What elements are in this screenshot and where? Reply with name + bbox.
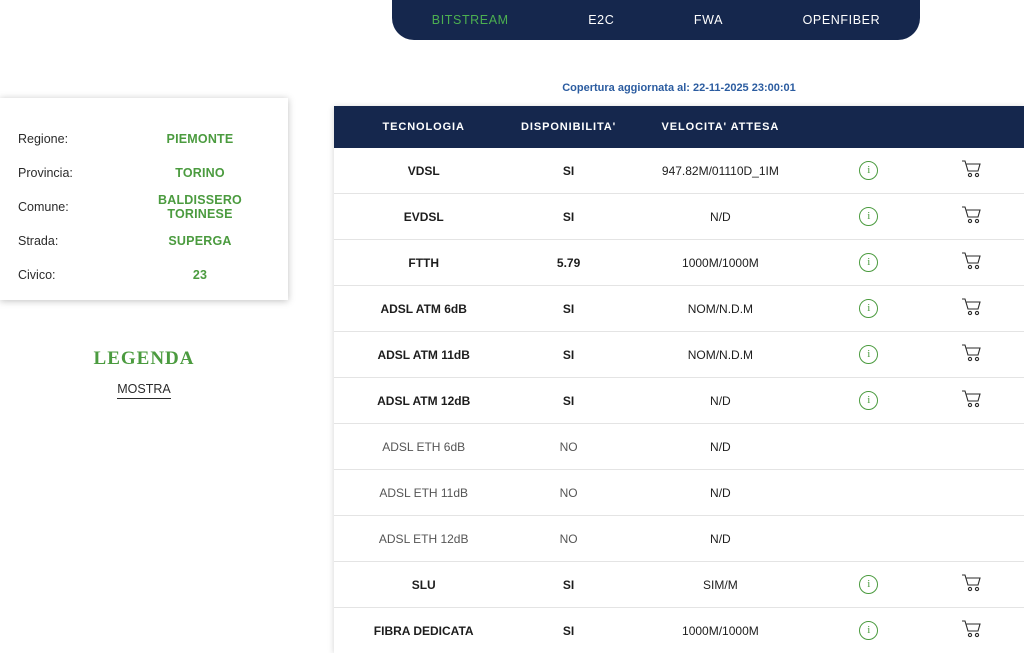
cell-info bbox=[817, 378, 921, 424]
cell-info bbox=[817, 332, 921, 378]
column-header-disponibilita: DISPONIBILITA' bbox=[513, 106, 623, 148]
cell-tecnologia: VDSL bbox=[334, 148, 513, 194]
table-row bbox=[334, 378, 1024, 424]
address-row-civico bbox=[0, 258, 288, 292]
table-row bbox=[334, 194, 1024, 240]
tab-e2c[interactable]: E2C bbox=[582, 9, 620, 31]
address-row-strada bbox=[0, 224, 288, 258]
column-header-cart bbox=[920, 106, 1024, 148]
table-row bbox=[334, 424, 1024, 470]
info-icon[interactable]: i bbox=[859, 253, 878, 272]
cell-info bbox=[817, 240, 921, 286]
info-icon[interactable]: i bbox=[859, 391, 878, 410]
cell-cart bbox=[920, 194, 1024, 240]
cell-disponibilita: NO bbox=[513, 516, 623, 562]
cell-velocita: N/D bbox=[624, 194, 817, 240]
cell-tecnologia: SLU bbox=[334, 562, 513, 608]
table-row bbox=[334, 470, 1024, 516]
cart-icon[interactable] bbox=[961, 251, 983, 271]
cell-info bbox=[817, 562, 921, 608]
column-header-info bbox=[817, 106, 921, 148]
cell-tecnologia: ADSL ATM 11dB bbox=[334, 332, 513, 378]
address-label-strada: Strada: bbox=[18, 234, 130, 248]
cart-icon[interactable] bbox=[961, 573, 983, 593]
cell-info bbox=[817, 424, 921, 470]
cell-velocita: N/D bbox=[624, 516, 817, 562]
cell-tecnologia: ADSL ETH 12dB bbox=[334, 516, 513, 562]
cart-icon[interactable] bbox=[961, 205, 983, 225]
cell-disponibilita: SI bbox=[513, 608, 623, 653]
column-header-velocita-attesa: VELOCITA' ATTESA bbox=[624, 106, 817, 148]
tab-openfiber[interactable]: OPENFIBER bbox=[797, 9, 887, 31]
legend-title: LEGENDA bbox=[0, 348, 288, 370]
cell-velocita: 1000M/1000M bbox=[624, 608, 817, 653]
cell-tecnologia: ADSL ETH 6dB bbox=[334, 424, 513, 470]
info-icon[interactable]: i bbox=[859, 207, 878, 226]
cell-info bbox=[817, 194, 921, 240]
info-icon[interactable]: i bbox=[859, 345, 878, 364]
cell-velocita: NOM/N.D.M bbox=[624, 332, 817, 378]
cell-disponibilita: SI bbox=[513, 332, 623, 378]
info-icon[interactable]: i bbox=[859, 161, 878, 180]
table-body bbox=[334, 148, 1024, 653]
cell-tecnologia: ADSL ATM 6dB bbox=[334, 286, 513, 332]
table-row bbox=[334, 148, 1024, 194]
cell-cart bbox=[920, 286, 1024, 332]
cell-velocita: 1000M/1000M bbox=[624, 240, 817, 286]
legend-show-link[interactable]: MOSTRA bbox=[117, 382, 170, 399]
cart-icon[interactable] bbox=[961, 619, 983, 639]
cell-tecnologia: EVDSL bbox=[334, 194, 513, 240]
cell-disponibilita: NO bbox=[513, 424, 623, 470]
address-value-comune: BALDISSERO TORINESE bbox=[130, 193, 270, 221]
cell-info bbox=[817, 148, 921, 194]
cart-icon[interactable] bbox=[961, 343, 983, 363]
table-row bbox=[334, 608, 1024, 653]
info-icon[interactable]: i bbox=[859, 575, 878, 594]
cell-cart bbox=[920, 424, 1024, 470]
cell-velocita: 947.82M/01110D_1IM bbox=[624, 148, 817, 194]
cell-tecnologia: ADSL ATM 12dB bbox=[334, 378, 513, 424]
info-icon[interactable]: i bbox=[859, 621, 878, 640]
coverage-updated-note: Copertura aggiornata al: 22-11-2025 23:00:01 bbox=[334, 82, 1024, 106]
address-value-regione: PIEMONTE bbox=[130, 132, 270, 146]
cell-info bbox=[817, 516, 921, 562]
cell-velocita: SIM/M bbox=[624, 562, 817, 608]
address-label-provincia: Provincia: bbox=[18, 166, 130, 180]
cell-cart bbox=[920, 240, 1024, 286]
technology-table bbox=[334, 106, 1024, 653]
cell-disponibilita: SI bbox=[513, 286, 623, 332]
cell-info bbox=[817, 286, 921, 332]
cell-disponibilita: NO bbox=[513, 470, 623, 516]
cell-disponibilita: SI bbox=[513, 378, 623, 424]
address-label-comune: Comune: bbox=[18, 200, 130, 214]
cell-cart bbox=[920, 470, 1024, 516]
address-info-card bbox=[0, 98, 288, 300]
table-row bbox=[334, 562, 1024, 608]
cell-velocita: N/D bbox=[624, 378, 817, 424]
cell-cart bbox=[920, 332, 1024, 378]
cell-velocita: NOM/N.D.M bbox=[624, 286, 817, 332]
info-icon[interactable]: i bbox=[859, 299, 878, 318]
cell-cart bbox=[920, 562, 1024, 608]
address-value-civico: 23 bbox=[130, 268, 270, 282]
address-row-provincia bbox=[0, 156, 288, 190]
cart-icon[interactable] bbox=[961, 389, 983, 409]
cell-velocita: N/D bbox=[624, 424, 817, 470]
tab-bitstream[interactable]: BITSTREAM bbox=[426, 9, 515, 31]
address-value-provincia: TORINO bbox=[130, 166, 270, 180]
address-value-strada: SUPERGA bbox=[130, 234, 270, 248]
cell-velocita: N/D bbox=[624, 470, 817, 516]
cell-tecnologia: FIBRA DEDICATA bbox=[334, 608, 513, 653]
address-label-civico: Civico: bbox=[18, 268, 130, 282]
cell-tecnologia: ADSL ETH 11dB bbox=[334, 470, 513, 516]
address-label-regione: Regione: bbox=[18, 132, 130, 146]
technology-tabbar bbox=[392, 0, 920, 40]
table-header-row bbox=[334, 106, 1024, 148]
cell-tecnologia: FTTH bbox=[334, 240, 513, 286]
cart-icon[interactable] bbox=[961, 159, 983, 179]
cell-disponibilita: SI bbox=[513, 562, 623, 608]
cell-cart bbox=[920, 148, 1024, 194]
table-row bbox=[334, 516, 1024, 562]
table-row bbox=[334, 332, 1024, 378]
table-row bbox=[334, 286, 1024, 332]
cell-cart bbox=[920, 378, 1024, 424]
cell-info bbox=[817, 470, 921, 516]
cell-info bbox=[817, 608, 921, 653]
tab-fwa[interactable]: FWA bbox=[688, 9, 729, 31]
table-row bbox=[334, 240, 1024, 286]
cart-icon[interactable] bbox=[961, 297, 983, 317]
cell-cart bbox=[920, 516, 1024, 562]
cell-cart bbox=[920, 608, 1024, 653]
cell-disponibilita: 5.79 bbox=[513, 240, 623, 286]
column-header-tecnologia: TECNOLOGIA bbox=[334, 106, 513, 148]
legend-section bbox=[0, 348, 288, 399]
address-row-comune bbox=[0, 190, 288, 224]
table-header bbox=[334, 106, 1024, 148]
coverage-panel bbox=[334, 82, 1024, 653]
cell-disponibilita: SI bbox=[513, 148, 623, 194]
cell-disponibilita: SI bbox=[513, 194, 623, 240]
address-row-regione bbox=[0, 122, 288, 156]
